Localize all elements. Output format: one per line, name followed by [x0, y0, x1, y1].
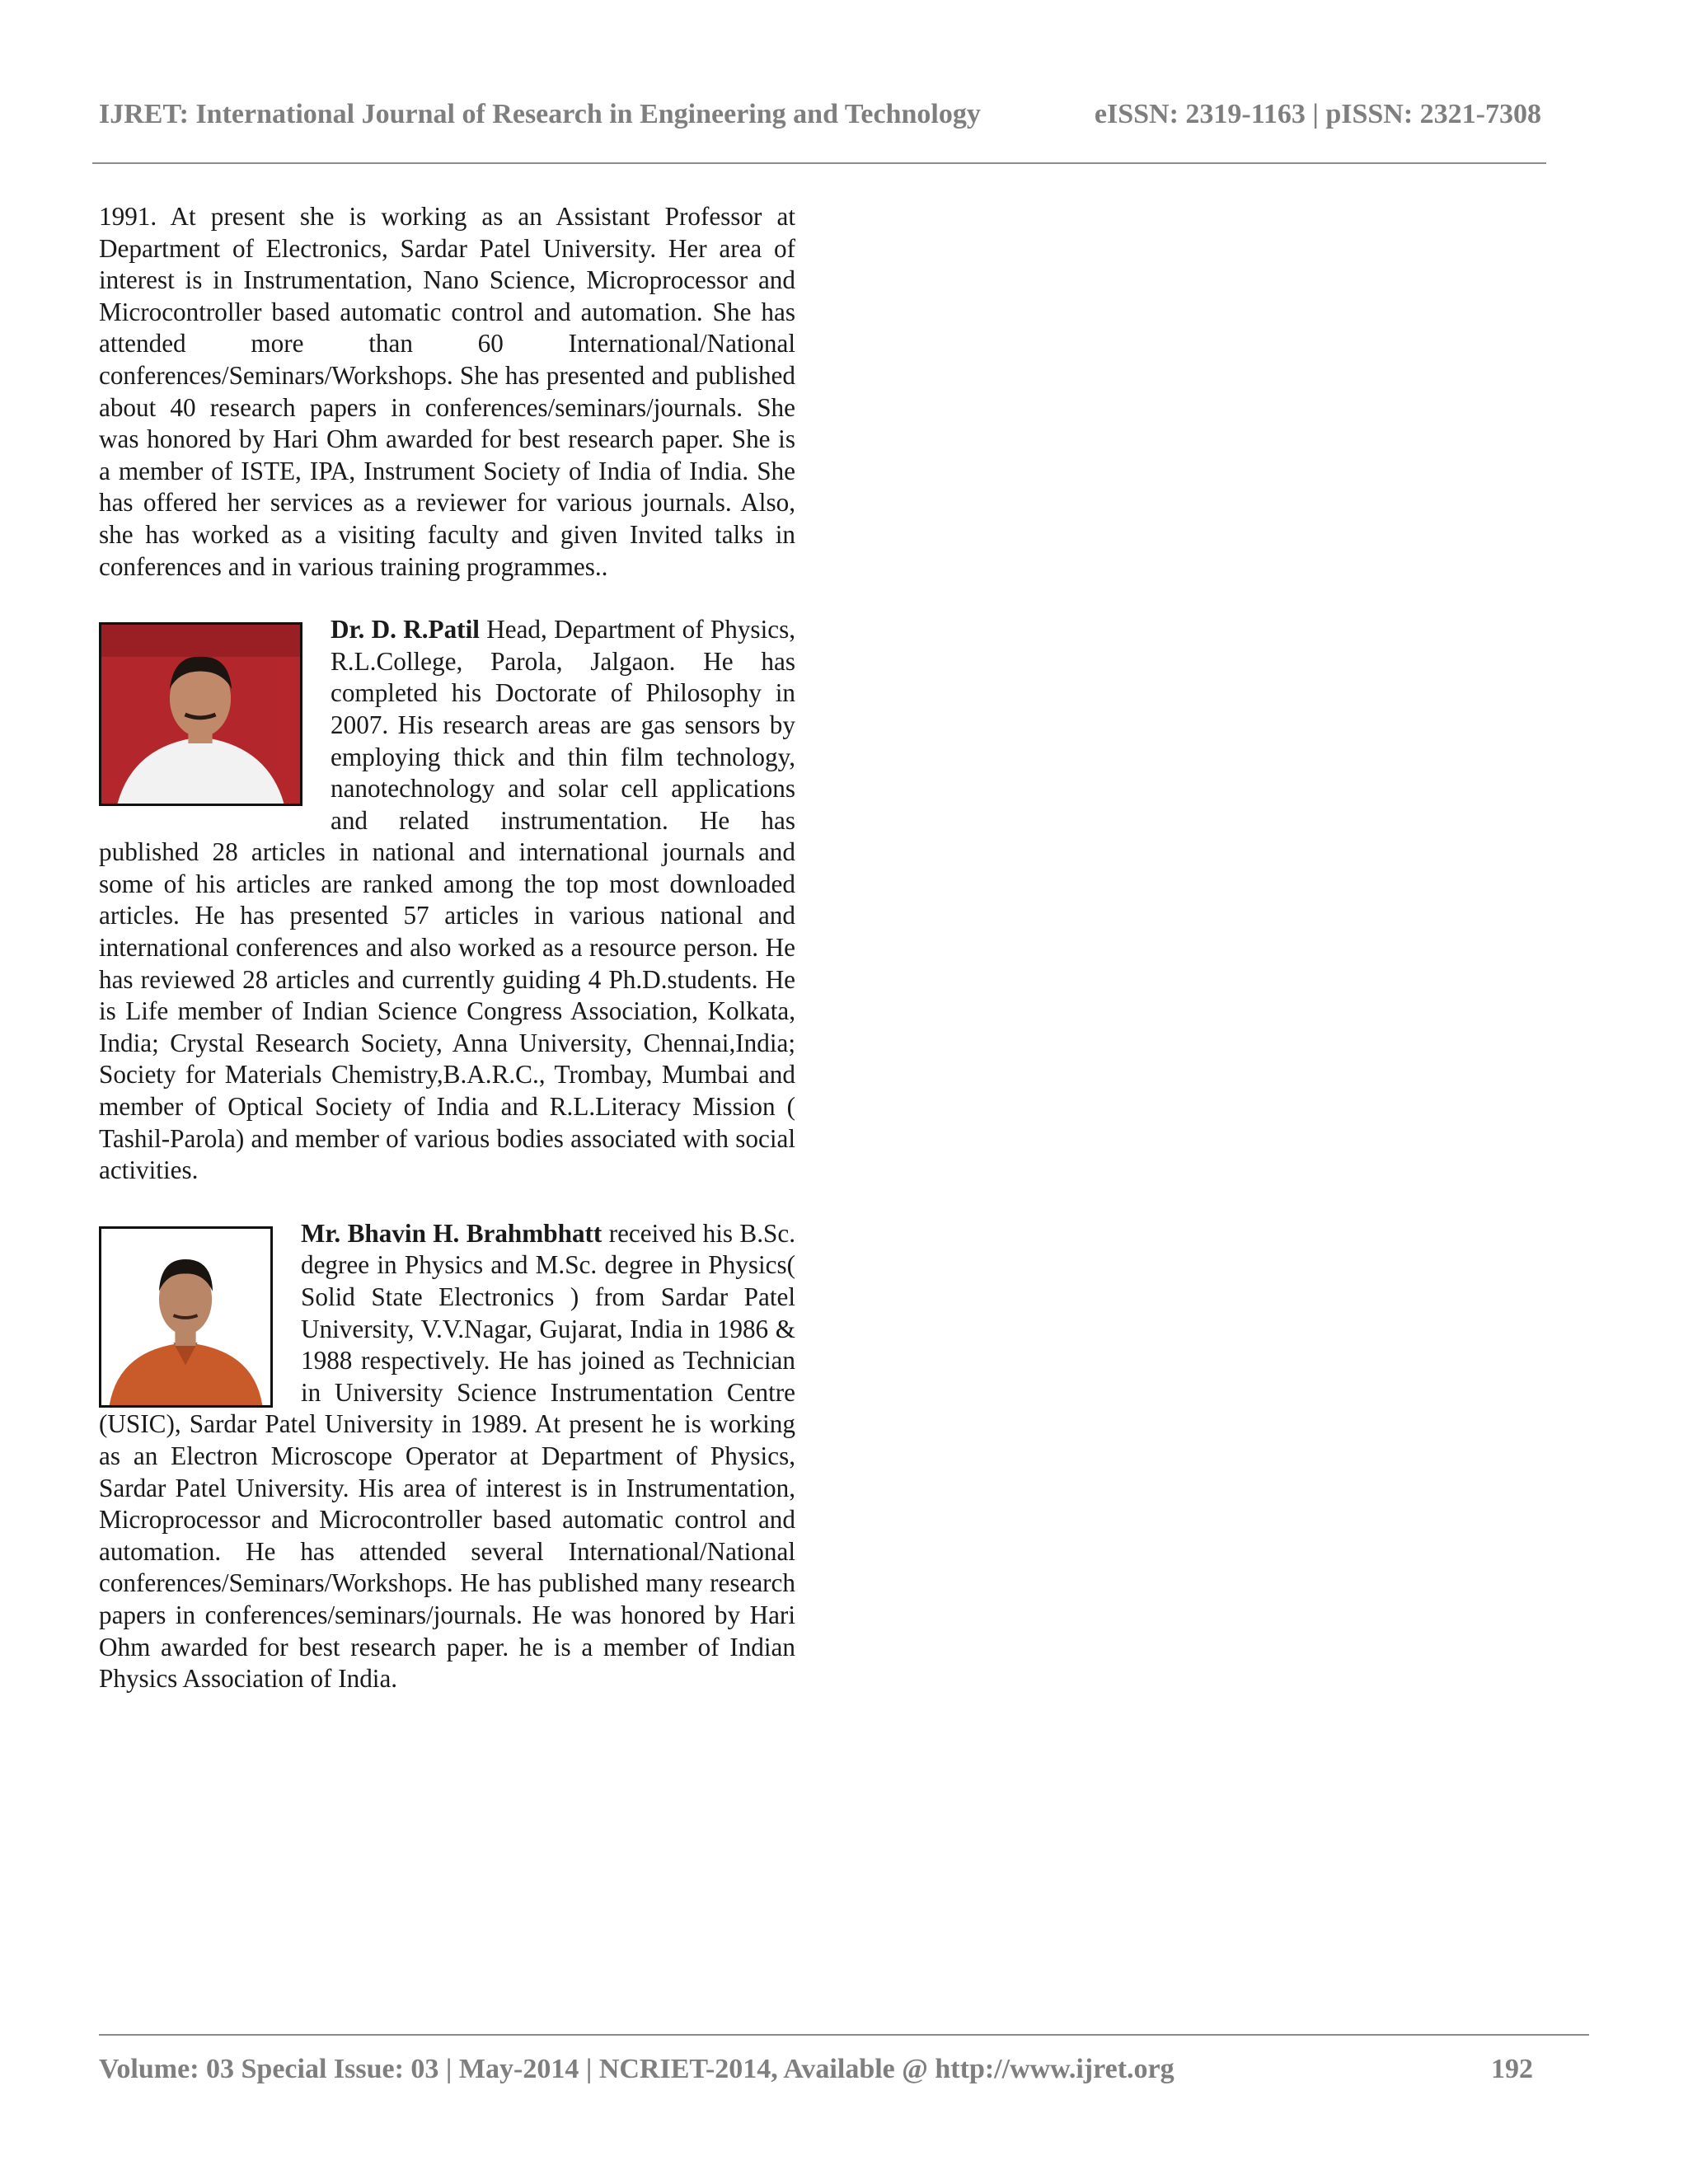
page-number: 192 — [1491, 2054, 1533, 2084]
page-footer — [99, 2054, 1533, 2085]
author-text-brahmbhatt: received his B.Sc. degree in Physics and M.Sc. degree in Physics( Solid State Electronics ) from Sardar Patel University, V.V.Nagar, Gujarat, India in 1986 & 1988 respectively. He has joined as Technician in University Science Instrumentation Centre (USIC), Sardar Patel University in 1989. At present he is working as an Electron Microscope Operator at Department of Physics, Sardar Patel University. His area of interest is in Instrumentation, Microprocessor and Microcontroller based automatic control and automation. He has attended several International/National conferences/Seminars/Workshops. He has published many research papers in conferences/seminars/journals. He was honored by Hari Ohm awarded for best research paper. he is a member of Indian Physics Association of India. — [99, 1218, 796, 1694]
page-header — [99, 99, 1541, 130]
text-column — [99, 201, 795, 1695]
author-photo-patil — [99, 622, 302, 806]
header-divider — [92, 162, 1546, 164]
author-bio-brahmbhatt — [99, 1218, 795, 1695]
author-photo-brahmbhatt — [99, 1226, 273, 1408]
journal-title: IJRET: International Journal of Research in Engineering and Technology — [99, 99, 981, 129]
author-text-patil: Head, Department of Physics, R.L.College, Parola, Jalgaon. He has completed his Doctorate of Philosophy in 2007. His research areas are gas sensors by employing thick and thin film technology, nanotechnology and solar cell applications and related instrumentation. He has published 28 articles in national and international journals and some of his articles are ranked among the top most downloaded articles. He has presented 57 articles in various national and international conferences and also worked as a resource person. He has reviewed 28 articles and currently guiding 4 Ph.D.students. He is Life member of Indian Science Congress Association, Kolkata, India; Crystal Research Society, Anna University, Chennai,India; Society for Materials Chemistry,B.A.R.C., Trombay, Mumbai and member of Optical Society of India and R.L.Literacy Mission ( Tashil-Parola) and member of various bodies associated with social activities. — [99, 615, 796, 1185]
issue-info: Volume: 03 Special Issue: 03 | May-2014 | NCRIET-2014, Available @ http://www.ijret.org — [99, 2054, 1175, 2084]
author-name-patil: Dr. D. R.Patil — [331, 615, 480, 644]
issn-info: eISSN: 2319-1163 | pISSN: 2321-7308 — [1094, 99, 1541, 129]
footer-divider — [99, 2034, 1589, 2036]
author-name-brahmbhatt: Mr. Bhavin H. Brahmbhatt — [301, 1218, 603, 1248]
author-bio-patil — [99, 614, 795, 1187]
continued-bio-paragraph: 1991. At present she is working as an Assistant Professor at Department of Electronics, Sardar Patel University. Her area of interest is in Instrumentation, Nano Science, Microprocessor and Microcontroller based automatic control and automation. She has attended more than 60 International/National conferences/Seminars/Workshops. She has presented and published about 40 research papers in conferences/seminars/journals. She was honored by Hari Ohm awarded for best research paper. She is a member of ISTE, IPA, Instrument Society of India of India. She has offered her services as a reviewer for various journals. Also, she has worked as a visiting faculty and given Invited talks in conferences and in various training programmes.. — [99, 202, 795, 581]
